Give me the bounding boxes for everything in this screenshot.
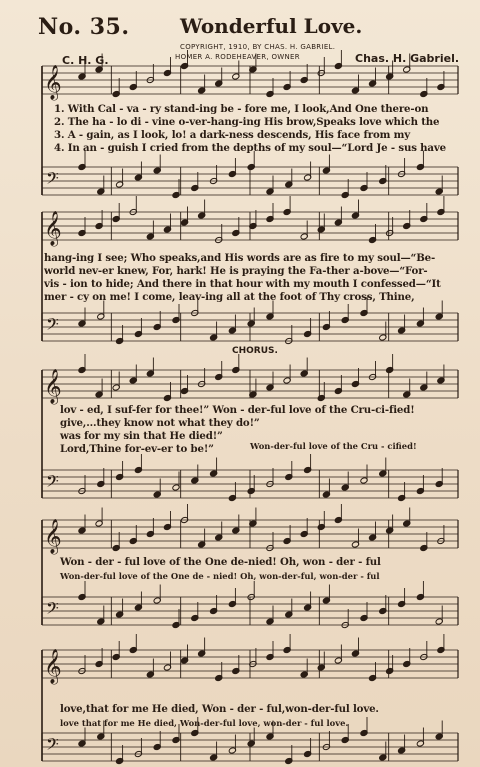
bass-clef-icon: 𝄢: [46, 168, 59, 192]
chorus-label: CHORUS.: [232, 346, 278, 356]
treble-clef-icon: 𝄞: [44, 369, 62, 404]
treble-clef-icon: 𝄞: [44, 519, 62, 554]
treble-clef-icon: 𝄞: [44, 211, 62, 246]
treble-clef-icon: 𝄞: [44, 649, 62, 684]
verse-line: Lord,Thine for-ev-er to be!”: [60, 443, 214, 455]
hymn-number: No. 35.: [38, 14, 130, 40]
verse-line: 2. The ha - lo di - vine o-ver-hang-ing His brow,Speaks love which the: [54, 116, 440, 128]
bass-clef-icon: 𝄢: [46, 314, 59, 338]
lyricist: C. H. G.: [62, 54, 109, 67]
lower-voice-line: Won-der-ful love of the One de - nied! Oh, won-der-ful, won-der - ful: [60, 571, 380, 581]
verse-line: mer - cy on me! I come, leav-ing all at the foot of Thy cross, Thine,: [44, 291, 415, 303]
verse-line: 3. A - gain, as I look, lo! a dark-ness descends, His face from my: [54, 129, 411, 141]
verse-line: 4. In an - guish I cried from the depths of my soul—“Lord Je - sus have: [54, 142, 446, 154]
verse-line: 1. With Cal - va - ry stand-ing be - fore me, I look,And One there-on: [54, 103, 429, 115]
owner-line: HOMER A. RODEHEAVER, OWNER: [175, 53, 300, 61]
verse-line: lov - ed, I suf-fer for thee!” Won - der-ful love of the Cru-ci-fied!: [60, 404, 415, 416]
copyright-line: COPYRIGHT, 1910, BY CHAS. H. GABRIEL.: [180, 43, 336, 51]
bass-clef-icon: 𝄢: [46, 471, 59, 495]
verse-line: vis - ion to hide; And there in that hour with my mouth I confessed—“It: [44, 278, 441, 290]
bass-clef-icon: 𝄢: [46, 734, 59, 758]
hymn-title: Wonderful Love.: [180, 14, 363, 38]
lower-voice-line: Won-der-ful love of the Cru - cified!: [250, 441, 417, 451]
verse-line: give,...they know not what they do!”: [60, 417, 260, 429]
verse-line: was for my sin that He died!”: [60, 430, 223, 442]
treble-clef-icon: 𝄞: [44, 65, 62, 100]
bass-clef-icon: 𝄢: [46, 598, 59, 622]
composer: Chas. H. Gabriel.: [355, 52, 460, 65]
verse-line: love,that for me He died, Won - der - ful,won-der-ful love.: [60, 703, 379, 715]
verse-line: hang-ing I see; Who speaks,and His words are as fire to my soul—“Be-: [44, 252, 436, 264]
verse-line: world nev-er knew, For, hark! He is praying the Fa-ther a-bove—“For-: [44, 265, 428, 277]
lower-voice-line: love that for me He died, Won-der-ful love, won-der - ful love.: [60, 718, 349, 728]
verse-line: Won - der - ful love of the One de-nied! Oh, won - der - ful: [60, 556, 381, 568]
